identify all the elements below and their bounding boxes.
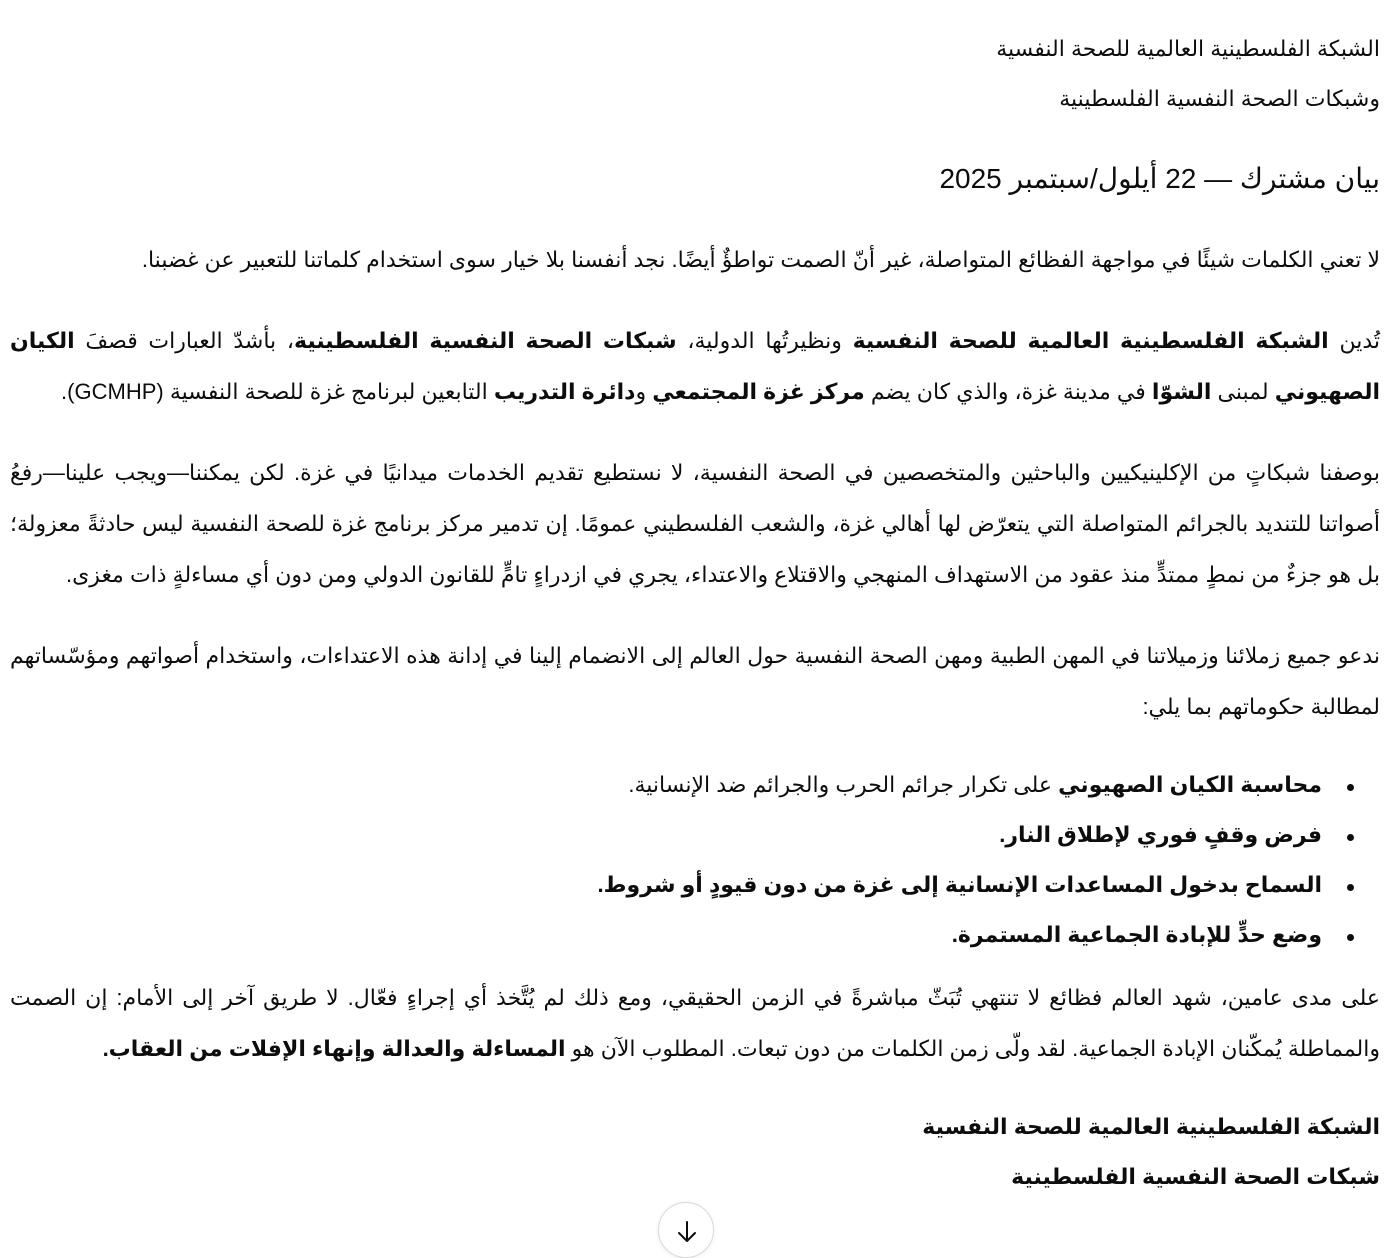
condemn-text-2: ونظيرتُها الدولية، bbox=[676, 328, 853, 353]
demand-item-3 bbox=[10, 860, 1322, 910]
signature-org-1: الشبكة الفلسطينية العالمية للصحة النفسية bbox=[922, 1114, 1380, 1139]
closing-bold: المساءلة والعدالة وإنهاء الإفلات من العقاب. bbox=[102, 1036, 566, 1061]
condemn-text-6: و bbox=[635, 379, 653, 404]
statement-subject: بيان مشترك — 22 أيلول/سبتمبر 2025 bbox=[939, 163, 1380, 194]
sender-org-2: وشبكات الصحة النفسية الفلسطينية bbox=[1059, 86, 1380, 111]
condemn-text-5: في مدينة غزة، والذي كان يضم bbox=[864, 379, 1152, 404]
demand-1-bold: محاسبة الكيان الصهيوني bbox=[1058, 772, 1322, 797]
condemn-text-7: التابعين لبرنامج غزة للصحة النفسية (GCMHP). bbox=[61, 379, 494, 404]
sender-org-1: الشبكة الفلسطينية العالمية للصحة النفسية bbox=[996, 36, 1380, 61]
condemn-bold-building: الشوّا bbox=[1151, 379, 1212, 404]
networks-paragraph: بوصفنا شبكاتٍ من الإكلينيكيين والباحثين والمتخصصين في الصحة النفسية، لا نستطيع تقديم الخدمات ميدانيًا في غزة. لكن يمكننا—ويجب علينا—رفعُ أصواتنا للتنديد بالجرائم المتواصلة التي يتعرّض لها أهالي غزة، والشعب الفلسطيني عمومًا. إن تدمير مركز برنامج غزة للصحة النفسية ليس حادثةً معزولة؛ بل هو جزءٌ من نمطٍ ممتدٍّ منذ عقود من الاستهداف المنهجي والاقتلاع والاعتداء، يجري في ازدراءٍ تامٍّ للقانون الدولي ومن دون أي مساءلةٍ ذات مغزى. bbox=[10, 460, 1380, 587]
demand-4-text: وضع حدٍّ للإبادة الجماعية المستمرة. bbox=[951, 922, 1322, 947]
condemnation-paragraph bbox=[10, 315, 1380, 417]
demand-item-4 bbox=[10, 910, 1322, 960]
demand-1-rest: على تكرار جرائم الحرب والجرائم ضد الإنسانية. bbox=[628, 772, 1059, 797]
demand-item-2 bbox=[10, 810, 1322, 860]
signature-org-2: شبكات الصحة النفسية الفلسطينية bbox=[1011, 1164, 1380, 1189]
intro-paragraph: لا تعني الكلمات شيئًا في مواجهة الفظائع المتواصلة، غير أنّ الصمت تواطؤٌ أيضًا. نجد أنفسنا بلا خيار سوى استخدام كلماتنا للتعبير عن غضبنا. bbox=[141, 247, 1380, 272]
demands-list bbox=[10, 760, 1380, 960]
demand-item-1 bbox=[10, 760, 1322, 810]
condemn-text-3: ، بأشدّ العبارات قصفَ bbox=[74, 328, 294, 353]
condemn-bold-gpmhn: الشبكة الفلسطينية العالمية للصحة النفسية bbox=[852, 328, 1329, 353]
closing-text: على مدى عامين، شهد العالم فظائع لا تنتهي تُبَثّ مباشرةً في الزمن الحقيقي، ومع ذلك لم يُتَّخذ أي إجراءٍ فعّال. لا طريق آخر إلى الأمام: إن الصمت والمماطلة يُمكّنان الإبادة الجماعية. لقد ولّى زمن الكلمات من دون تبعات. المطلوب الآن هو bbox=[10, 985, 1380, 1061]
demand-2-text: فرض وقفٍ فوري لإطلاق النار. bbox=[999, 822, 1322, 847]
call-paragraph: ندعو جميع زملائنا وزميلاتنا في المهن الطبية ومهن الصحة النفسية حول العالم إلى الانضمام إلينا في إدانة هذه الاعتداءات، واستخدام أصواتهم ومؤسّساتهم لمطالبة حكوماتهم بما يلي: bbox=[10, 643, 1380, 719]
condemn-text-1: تُدين bbox=[1328, 328, 1380, 353]
scroll-to-bottom-button[interactable] bbox=[658, 1202, 714, 1258]
condemn-bold-entity: الكيان الصهيوني bbox=[10, 328, 1380, 404]
condemn-bold-networks: شبكات الصحة النفسية الفلسطينية bbox=[294, 328, 677, 353]
arrow-down-icon bbox=[674, 1219, 700, 1245]
demand-3-text: السماح بدخول المساعدات الإنسانية إلى غزة من دون قيودٍ أو شروط. bbox=[597, 872, 1322, 897]
condemn-bold-training: دائرة التدريب bbox=[493, 379, 636, 404]
condemn-bold-center: مركز غزة المجتمعي bbox=[652, 379, 865, 404]
condemn-text-4: لمبنى bbox=[1211, 379, 1275, 404]
closing-paragraph bbox=[10, 972, 1380, 1074]
